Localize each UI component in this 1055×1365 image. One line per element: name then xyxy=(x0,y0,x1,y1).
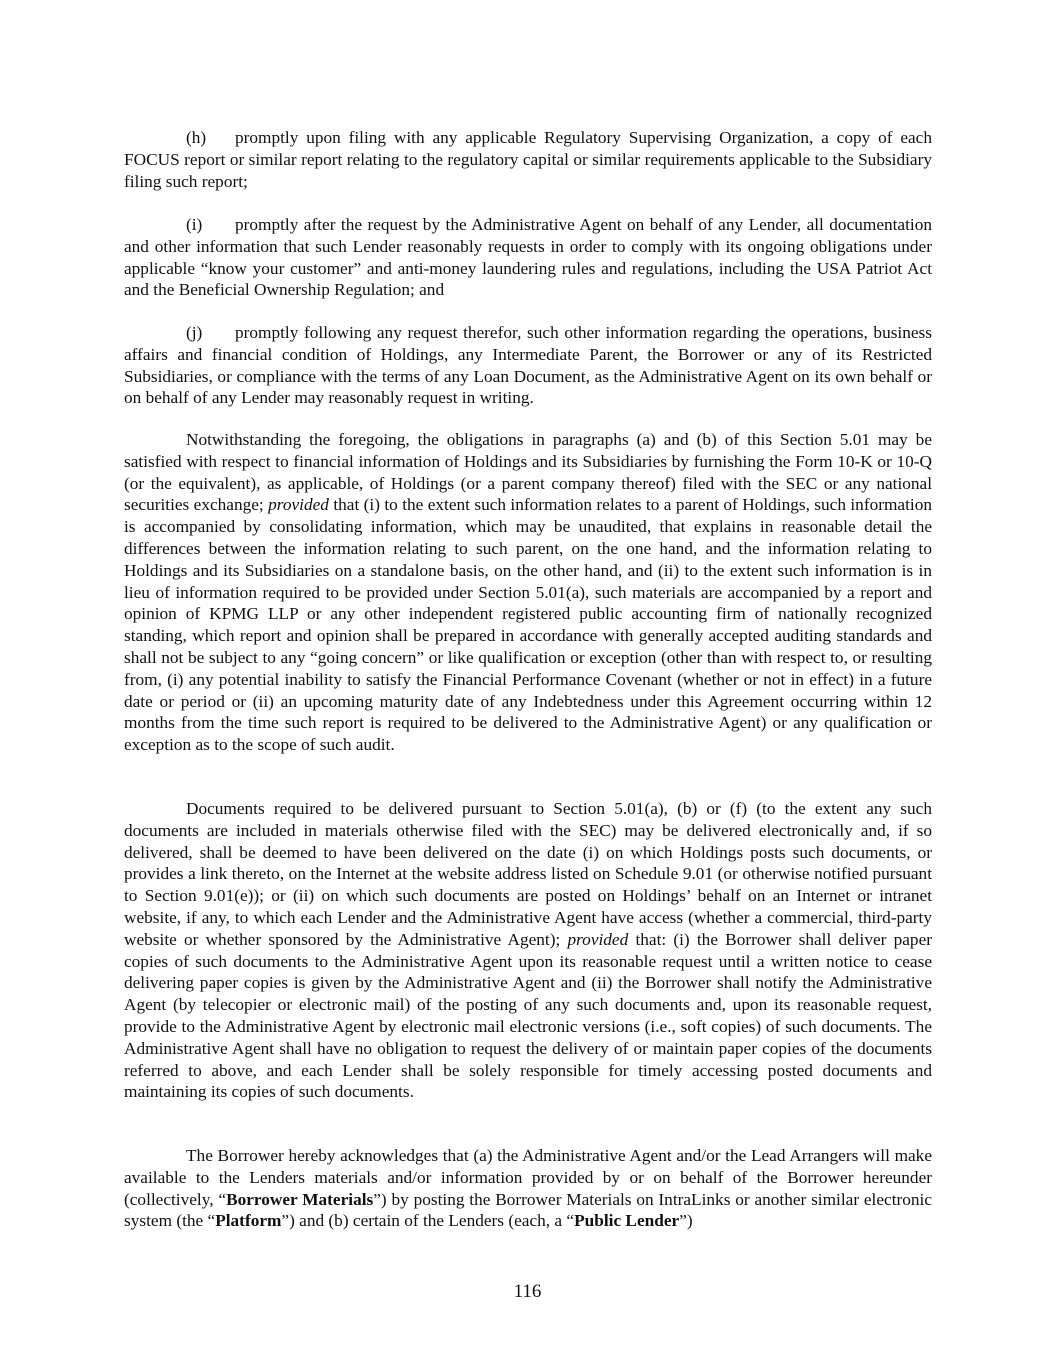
defined-term-borrower-materials: Borrower Materials xyxy=(226,1189,374,1209)
paragraph-text: ”) and (b) certain of the Lenders (each, a “ xyxy=(281,1211,575,1231)
defined-term-public-lender: Public Lender xyxy=(574,1211,680,1231)
paragraph-j xyxy=(124,322,932,409)
paragraph-acknowledges xyxy=(124,1145,932,1232)
paragraph-text: The Borrower hereby acknowledges that (a) the Administrative Agent and/or the Lead Arrangers will make available to the Lenders materials and/or information provided by or on behalf of the Borrower hereunder (collectively, “ xyxy=(124,1146,932,1209)
paragraph-i xyxy=(124,214,932,301)
paragraph-text: that (i) to the extent such information relates to a parent of Holdings, such information is accompanied by consolidating information, which may be unaudited, that explains in reasonable detail the differences between the information relating to such parent, on the one hand, and the information relating to Holdings and its Subsidiaries on a standalone basis, on the other hand, and (ii) to the extent such information is in lieu of information required to be provided under Section 5.01(a), such materials are accompanied by a report and opinion of KPMG LLP or any other independent registered public accounting firm of nationally recognized standing, which report and opinion shall be prepared in accordance with generally accepted auditing standards and shall not be subject to any “going concern” or like qualification or exception (other than with respect to, or resulting from, (i) any potential inability to satisfy the Financial Performance Covenant (whether or not in effect) in a future date or period or (ii) an upcoming maturity date of any Indebtedness under this Agreement occurring within 12 months from the time such report is required to be delivered to the Administrative Agent) or any qualification or exception as to the scope of such audit. xyxy=(124,495,932,755)
provided-italic: provided xyxy=(567,929,629,949)
paragraph-text: that: (i) the Borrower shall deliver paper copies of such documents to the Administrative Agent upon its reasonable request until a written notice to cease delivering paper copies is given by the Administrative Agent and (ii) the Borrower shall notify the Administrative Agent (by telecopier or electronic mail) of the posting of any such documents and, upon its reasonable request, provide to the Administrative Agent by electronic mail electronic versions (i.e., soft copies) of such documents. The Administrative Agent shall have no obligation to request the delivery of or maintain paper copies of the documents referred to above, and each Lender shall be solely responsible for timely accessing posted documents and maintaining its copies of such documents. xyxy=(124,929,932,1102)
paragraph-text: promptly after the request by the Administrative Agent on behalf of any Lender, all documentation and other information that such Lender reasonably requests in order to comply with its ongoing obligations under applicable “know your customer” and anti-money laundering rules and regulations, including the USA Patriot Act and the Beneficial Ownership Regulation; and xyxy=(124,215,932,300)
defined-term-platform: Platform xyxy=(215,1211,282,1231)
paragraph-text: ”) xyxy=(679,1211,693,1231)
paragraph-notwithstanding xyxy=(124,429,932,756)
paragraph-text: Documents required to be delivered pursuant to Section 5.01(a), (b) or (f) (to the extent any such documents are included in materials otherwise filed with the SEC) may be delivered electronically and, if so delivered, shall be deemed to have been delivered on the date (i) on which Holdings posts such documents, or provides a link thereto, on the Internet at the website address listed on Schedule 9.01 (or otherwise notified pursuant to Section 9.01(e)); or (ii) on which such documents are posted on Holdings’ behalf on an Internet or intranet website, if any, to which each Lender and the Administrative Agent have access (whether a commercial, third-party website or whether sponsored by the Administrative Agent); xyxy=(124,799,932,949)
paragraph-text: Notwithstanding the foregoing, the obligations in paragraphs (a) and (b) of this Section 5.01 may be satisfied with respect to financial information of Holdings and its Subsidiaries by furnishing the Form 10-K or 10-Q (or the equivalent), as applicable, of Holdings (or a parent company thereof) filed with the SEC or any national securities exchange; xyxy=(124,430,932,515)
paragraph-h xyxy=(124,127,932,192)
paragraph-label: (i) xyxy=(186,215,203,234)
paragraph-text: promptly upon filing with any applicable Regulatory Supervising Organization, a copy of each FOCUS report or similar report relating to the regulatory capital or similar requirements applicable to the Subsidiary filing such report; xyxy=(124,128,932,191)
paragraph-text: ”) by posting the Borrower Materials on IntraLinks or another similar electronic system (the “ xyxy=(124,1189,933,1231)
paragraph-label: (h) xyxy=(186,128,207,147)
paragraph-text: promptly following any request therefor, such other information regarding the operations, business affairs and financial condition of Holdings, any Intermediate Parent, the Borrower or any of its Restricted Subsidiaries, or compliance with the terms of any Loan Document, as the Administrative Agent on its own behalf or on behalf of any Lender may reasonably request in writing. xyxy=(124,323,932,408)
paragraph-documents xyxy=(124,798,932,1103)
paragraph-label: (j) xyxy=(186,323,203,342)
page-number: 116 xyxy=(513,1281,542,1302)
provided-italic: provided xyxy=(268,495,329,515)
